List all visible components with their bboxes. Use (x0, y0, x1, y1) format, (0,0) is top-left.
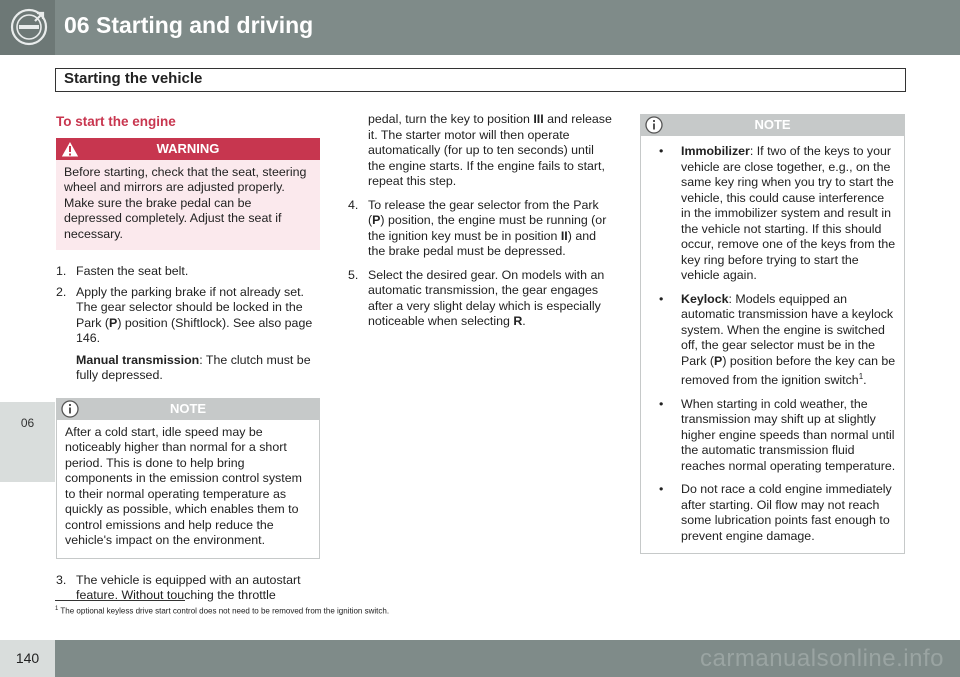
warning-box (56, 138, 320, 251)
section-title-bar (55, 68, 906, 92)
list-item: 4. To release the gear selector from the Park (P) position, the engine must be running (or the ignition key must be in position II) and the brake pedal must be depressed. (348, 197, 607, 258)
info-circle-icon (60, 400, 80, 418)
column-3 (640, 114, 905, 568)
steps-list-continued (56, 573, 320, 604)
footnote-rule (55, 600, 185, 601)
page-number-box (0, 640, 55, 677)
steps-list-col2 (348, 112, 614, 330)
footnote: $^1$ The optional keyless drive start control does not need to be removed from the ignition switch. (55, 606, 390, 616)
warning-triangle-icon (60, 140, 80, 158)
list-item: • When starting in cold weather, the transmission may shift up at slightly higher engine speeds than normal until the automatic transmission fluid reaches normal operating temperature. (659, 396, 896, 473)
note-title: NOTE (169, 400, 207, 416)
note-bullet-list (649, 144, 896, 544)
column-2 (348, 112, 614, 335)
watermark: carmanualsonline.info (700, 645, 944, 672)
list-item: • Do not race a cold engine immediately after starting. Oil flow may not reach some lubrication points fast enough to prevent engine damage. (659, 482, 892, 543)
steps-list (56, 264, 320, 384)
section-title: Starting the vehicle (64, 70, 203, 87)
chapter-title: 06 Starting and driving (64, 12, 314, 38)
note-header (640, 114, 905, 136)
warning-title: WARNING (156, 140, 220, 156)
list-item: 1. Fasten the seat belt. (56, 264, 189, 278)
list-item: • Keylock: Models equipped an automatic transmission have a keylock system. When the engine is switched off, the gear selector must be in the Park (P) position before the key can be removed from the ignition switch$^1$. (659, 291, 896, 388)
info-circle-icon (644, 116, 664, 134)
note-box-cold-start (56, 398, 320, 559)
column-1 (56, 112, 320, 609)
section-heading: To start the engine (56, 114, 176, 129)
note-header (56, 398, 320, 420)
page-number: 140 (15, 650, 40, 666)
list-item: 2. Apply the parking brake if not already set. The gear selector should be locked in the Park (P) position (Shiftlock). See also page 146. Manual transmission: The clutch must be fully depressed. (56, 285, 320, 384)
note-text: After a cold start, idle speed may be noticeably higher than normal for a short period. This is done to help bring components in the emission control system to their normal operating temperature as quickly as possible, which enables them to control emissions and help reduce the vehicle's impact on the environment. (56, 420, 320, 559)
footnote-marker: 1 (858, 372, 864, 381)
note-body (640, 136, 905, 554)
list-item: 5. Select the desired gear. On models with an automatic transmission, the gear engages after a very slight delay which is especially noticeable when selecting R. (348, 267, 605, 328)
list-item: 3. The vehicle is equipped with an autostart feature. Without touching the throttle (56, 572, 301, 602)
manual-transmission-note: Manual transmission: The clutch must be fully depressed. (76, 352, 311, 382)
note-box-key (640, 114, 905, 554)
warning-text: Before starting, check that the seat, steering wheel and mirrors are adjusted properly. Make sure the brake pedal can be depressed completely. Adjust the seat if necessary. (56, 160, 320, 251)
list-item: pedal, turn the key to position III and release it. The starter motor will then operate automatically (for up to ten seconds) until the engine starts. If the engine fails to start, repeat this step. (368, 112, 612, 188)
note-title: NOTE (754, 117, 791, 132)
left-rail (0, 55, 55, 640)
chapter-tab (0, 402, 55, 482)
logo-box (0, 0, 55, 55)
brand-logo-icon (10, 8, 48, 46)
warning-header (56, 138, 320, 160)
chapter-tab-label: 06 (20, 416, 35, 430)
list-item: • Immobilizer: If two of the keys to your vehicle are close together, e.g., on the same key ring when you try to start the vehicle, this could cause interference in the immobilizer system and result in the vehicle not starting. If this should occur, remove one of the keys from the key ring before trying to start the vehicle again. (659, 144, 896, 282)
